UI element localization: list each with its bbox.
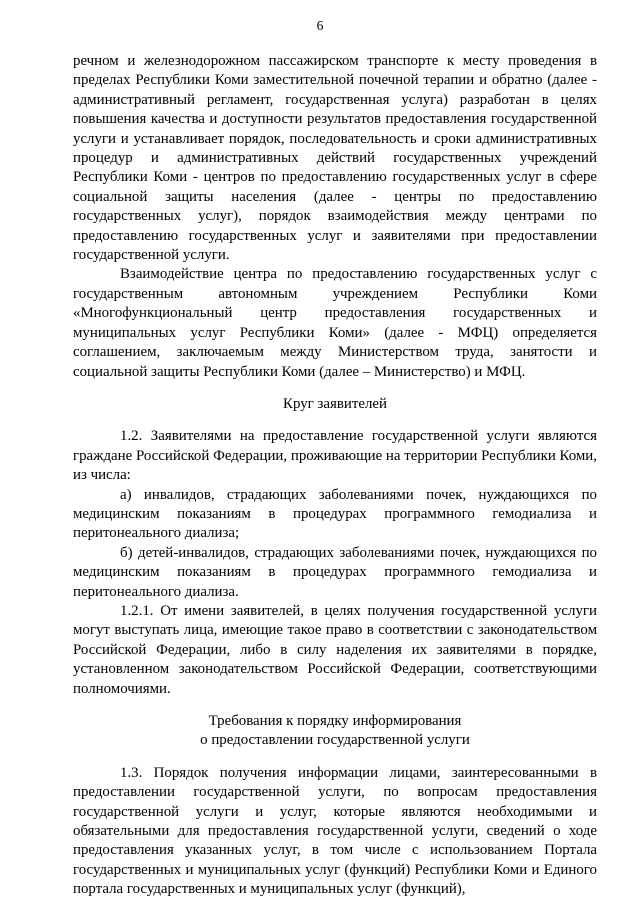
- section-heading-informing: [73, 712, 597, 751]
- paragraph-mfc-interaction: Взаимодействие центра по предоставлению государственных услуг с государственным автономным учреждением Республики Коми «Многофункциональный центр предоставления государственных и муниципальных услуг Республики Коми» (далее - МФЦ) определяется соглашением, заключаемым между Министерством труда, занятости и социальной защиты Республики Коми (далее – Министерство) и МФЦ.: [73, 266, 597, 380]
- paragraph-1-2-applicants: 1.2. Заявителями на предоставление государственной услуги являются граждане Российской Федерации, проживающие на территории Республики Коми, из числа:: [73, 428, 597, 484]
- section-heading-applicants: Круг заявителей: [283, 395, 387, 412]
- paragraph-regulation-purpose: речном и железнодорожном пассажирском транспорте к месту проведения в пределах Республики Коми заместительной почечной терапии и обратно (далее - административный регламент, государственная услуга) разработан в целях повышения качества и доступности результатов предоставления государственной услуги и устанавливает порядок, последовательность и сроки административных процедур и административных действий государственных учреждений Республики Коми - центров по предоставлению государственных услуг в сфере социальной защиты населения (далее - центры по предоставлению государственных услуг), порядок взаимодействия между центрами по предоставлению государственных услуг и заявителями при предоставлении государственной услуги.: [73, 53, 597, 264]
- page-number: 6: [316, 18, 324, 33]
- paragraph-1-3-information-procedure: 1.3. Порядок получения информации лицами, заинтересованными в предоставлении государственной услуги, по вопросам предоставления государственной услуги и услуг, которые являются необходимыми и обязательными для предоставления государственной услуги, сведений о ходе предоставления указанных услуг, в том числе с использованием Портала государственных и муниципальных услуг (функций) Республики Коми и Единого портала государственных и муниципальных услуг (функций),: [73, 764, 597, 898]
- document-body: [73, 52, 597, 900]
- section-heading-informing-line2: о предоставлении государственной услуги: [200, 732, 470, 749]
- list-item-a: а) инвалидов, страдающих заболеваниями почек, нуждающихся по медицинским показаниям в процедурах программного гемодиализа и перитонеального диализа;: [73, 486, 597, 542]
- section-heading-informing-line1: Требования к порядку информирования: [208, 713, 462, 729]
- paragraph-1-2-1-representatives: 1.2.1. От имени заявителей, в целях получения государственной услуги могут выступать лица, имеющие такое право в соответствии с законодательством Российской Федерации, либо в силу наделения их заявителями в порядке, установленном законодательством Российской Федерации, соответствующими полномочиями.: [73, 602, 597, 697]
- list-item-b: б) детей-инвалидов, страдающих заболеваниями почек, нуждающихся по медицинским показаниям в процедурах программного гемодиализа и перитонеального диализа.: [73, 544, 597, 600]
